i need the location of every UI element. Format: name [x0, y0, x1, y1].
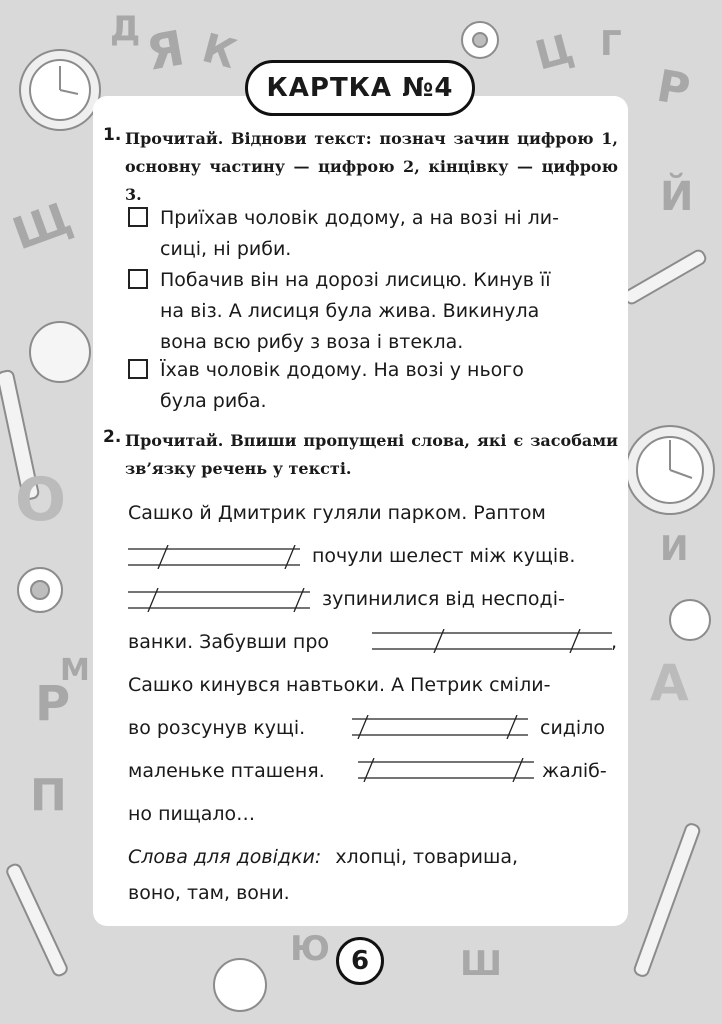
text-line-5: [128, 664, 616, 707]
option-ending-checkbox[interactable]: [128, 207, 148, 227]
text-line-4-comma: ,: [611, 631, 618, 653]
option-main-line-2: на віз. А лисиця була жива. Викинула: [160, 300, 540, 322]
svg-text:Я: Я: [142, 20, 189, 82]
page-number: 6: [336, 937, 384, 985]
text-line-6: [128, 707, 616, 750]
option-beginning: [128, 355, 618, 417]
svg-text:К: К: [197, 25, 241, 79]
svg-text:Щ: Щ: [6, 192, 79, 261]
svg-text:Ц: Ц: [530, 25, 579, 80]
card-title: КАРТКА №4: [245, 60, 475, 116]
task-2-paragraph: [128, 492, 616, 922]
text-line-1-content: Сашко й Дмитрик гуляли парком. Раптом: [128, 502, 546, 524]
svg-text:М: М: [60, 653, 90, 688]
text-line-4-content: ванки. Забувши про: [128, 631, 330, 653]
option-beginning-checkbox[interactable]: [128, 359, 148, 379]
svg-text:Ш: Ш: [460, 944, 503, 984]
blank-answer-3[interactable]: [372, 629, 612, 651]
option-ending-text: [160, 203, 618, 265]
hint-words-2: воно, там, вони.: [128, 882, 290, 904]
option-ending-line-1: Приїхав чоловік додому, а на возі ні ли-: [160, 207, 560, 229]
svg-text:И: И: [660, 529, 689, 569]
svg-text:Ю: Ю: [290, 929, 330, 969]
option-ending-line-2: сиці, ні риби.: [160, 238, 292, 260]
task-1-number: 1.: [103, 125, 122, 145]
option-main-part-text: [160, 265, 618, 358]
option-main-line-3: вона всю рибу з воза і втекла.: [160, 331, 464, 353]
svg-text:Д: Д: [110, 9, 141, 49]
svg-text:П: П: [30, 770, 67, 821]
blank-answer-1[interactable]: [128, 545, 300, 567]
option-main-line-1: Побачив він на дорозі лисицю. Кинув її: [160, 269, 551, 291]
text-line-8: [128, 793, 616, 836]
svg-text:А: А: [650, 654, 689, 712]
text-line-2-content: почули шелест між кущів.: [312, 545, 576, 567]
text-line-3: [128, 578, 616, 621]
option-main-part: [128, 265, 618, 358]
option-beginning-text: [160, 355, 618, 417]
text-line-2: [128, 535, 616, 578]
option-main-part-checkbox[interactable]: [128, 269, 148, 289]
svg-text:Р: Р: [35, 676, 71, 732]
text-line-7: [128, 750, 616, 793]
option-beginning-line-2: була риба.: [160, 390, 267, 412]
text-line-1: [128, 492, 616, 535]
task-1-instruction: [103, 125, 618, 215]
hint-label: Слова для довідки:: [128, 846, 322, 868]
text-line-3-content: зупинилися від несподі-: [322, 588, 565, 610]
task-2-text: Прочитай. Впиши пропущені слова, які є засобами зв’язку речень у тексті.: [125, 431, 618, 478]
text-line-7-start: маленьке пташеня.: [128, 760, 325, 782]
hint-line-2: [128, 872, 616, 915]
blank-answer-4[interactable]: [352, 715, 528, 737]
task-2-number: 2.: [103, 427, 122, 447]
svg-text:Г: Г: [600, 24, 622, 64]
blank-answer-5[interactable]: [358, 758, 534, 780]
text-line-5-content: Сашко кинувся навтьоки. А Петрик сміли-: [128, 674, 551, 696]
hint-words-1: хлопці, товариша,: [335, 846, 519, 868]
text-line-6-start: во розсунув кущі.: [128, 717, 306, 739]
text-line-8-content: но пищало…: [128, 803, 256, 825]
blank-answer-2[interactable]: [128, 588, 310, 610]
svg-text:Й: Й: [660, 174, 694, 220]
option-beginning-line-1: Їхав чоловік додому. На возі у нього: [160, 359, 524, 381]
text-line-6-end: сиділо: [540, 717, 605, 739]
svg-text:О: О: [15, 465, 67, 535]
task-1-text: Прочитай. Віднови текст: познач зачин цифрою 1, основну частину — цифрою 2, кінцівку — цифрою 3.: [125, 129, 618, 204]
option-ending: [128, 203, 618, 265]
svg-text:Р: Р: [653, 60, 694, 117]
text-line-7-end: жаліб-: [542, 760, 607, 782]
text-line-4: [128, 621, 616, 664]
task-2-instruction: [103, 427, 618, 487]
